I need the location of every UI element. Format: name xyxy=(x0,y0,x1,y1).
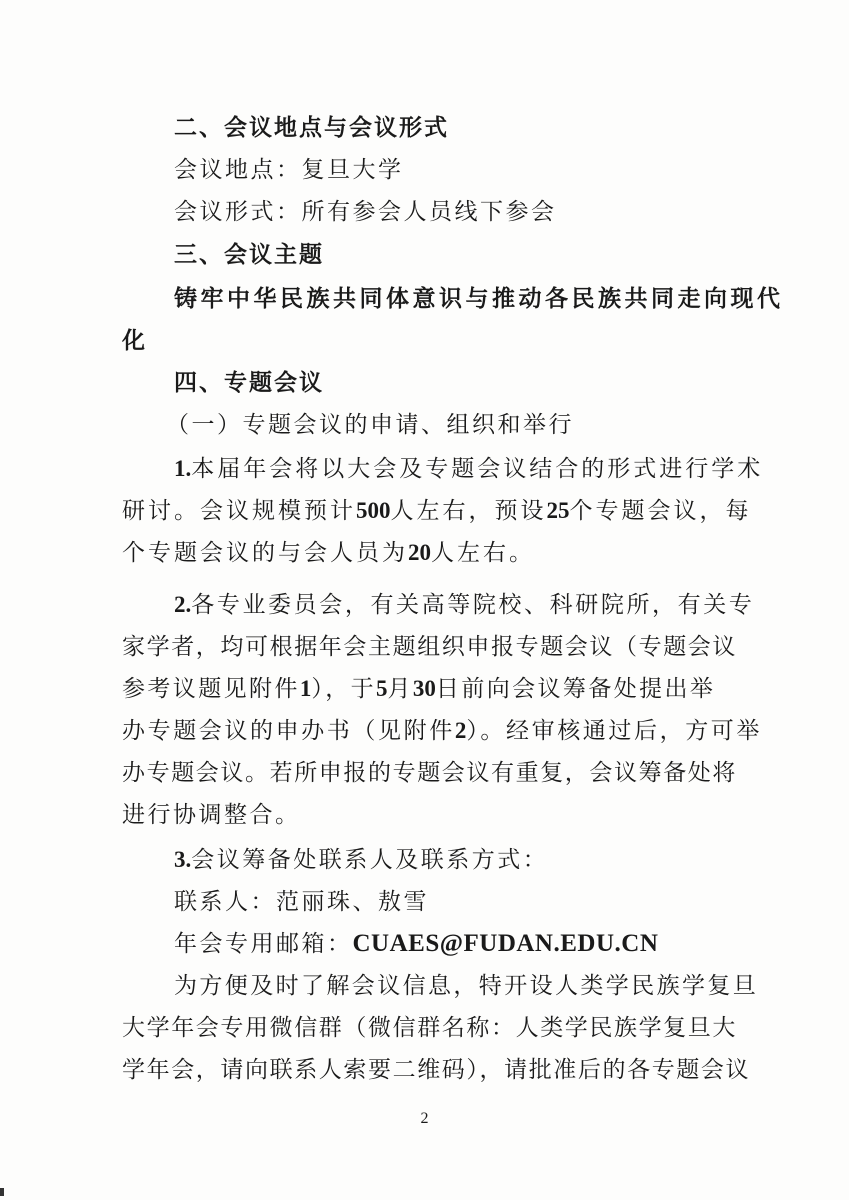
item1-number: 1. xyxy=(174,456,192,481)
item1-attendee-total: 500 xyxy=(356,498,391,523)
section-heading-sessions: 四、专题会议 xyxy=(174,370,324,396)
item3-line-1 xyxy=(174,845,548,875)
section-heading-location-format: 二、会议地点与会议形式 xyxy=(174,115,449,141)
item2-line-1 xyxy=(174,590,754,620)
section-heading-theme: 三、会议主题 xyxy=(174,242,324,268)
item1-line-2 xyxy=(122,496,752,526)
theme-text-line-1: 铸牢中华民族共同体意识与推动各民族共同走向现代 xyxy=(174,286,784,312)
wechat-line-1: 为方便及时了解会议信息，特开设人类学民族学复旦 xyxy=(174,973,759,999)
item1-line-2-b: 人左右，预设 xyxy=(390,498,547,524)
conference-email-line xyxy=(174,929,658,959)
item1-line-3 xyxy=(122,538,535,568)
item1-line-3-a: 个专题会议的与会人员为 xyxy=(122,540,408,566)
page-number: 2 xyxy=(420,1110,429,1127)
contact-persons-text: 联系人：范丽珠、敖雪 xyxy=(174,889,429,915)
item1-line-1-text: 本届年会将以大会及专题会议结合的形式进行学术 xyxy=(191,456,764,482)
item2-line-3-b: ），于 xyxy=(311,676,377,702)
item2-line-3-d: 日前向会议筹备处提出举 xyxy=(435,676,716,702)
item2-line-4-b: ）。经审核通过后，方可举 xyxy=(466,718,763,744)
theme-text-line-2: 化 xyxy=(122,328,148,354)
item2-line-1-text: 各专业委员会，有关高等院校、科研院所，有关专 xyxy=(191,592,755,618)
item2-line-2: 家学者，均可根据年会主题组织申报专题会议（专题会议 xyxy=(122,634,737,660)
scan-edge-mark xyxy=(0,1188,4,1196)
item1-session-count: 25 xyxy=(546,498,570,523)
item2-line-6: 进行协调整合。 xyxy=(122,802,301,828)
item2-line-3-c: 月 xyxy=(387,676,413,702)
item2-attachment-1: 1 xyxy=(299,676,312,701)
item2-attachment-2: 2 xyxy=(454,718,467,743)
item2-line-4 xyxy=(122,716,762,746)
item1-line-1 xyxy=(174,454,763,484)
item2-line-4-a: 办专题会议的申办书（见附件 xyxy=(122,718,455,744)
item2-number: 2. xyxy=(174,592,192,617)
email-label: 年会专用邮箱： xyxy=(174,931,353,957)
item2-deadline-month: 5 xyxy=(376,676,388,701)
item2-line-3-a: 参考议题见附件 xyxy=(122,676,300,702)
item3-number: 3. xyxy=(174,847,192,872)
item2-deadline-day: 30 xyxy=(412,676,436,701)
wechat-line-2: 大学年会专用微信群（微信群名称：人类学民族学复旦大 xyxy=(122,1015,737,1041)
item1-line-3-b: 人左右。 xyxy=(431,540,535,566)
item2-line-3 xyxy=(122,674,715,704)
item2-line-5: 办专题会议。若所申报的专题会议有重复，会议筹备处将 xyxy=(122,760,737,786)
item1-session-size: 20 xyxy=(408,540,431,565)
subheading-session-application: （一）专题会议的申请、组织和举行 xyxy=(166,412,574,438)
meeting-location-text: 会议地点：复旦大学 xyxy=(174,157,404,183)
item1-line-2-a: 研讨。会议规模预计 xyxy=(122,498,356,524)
conference-email: CUAES@FUDAN.EDU.CN xyxy=(352,930,659,957)
wechat-line-3: 学年会，请向联系人索要二维码），请批准后的各专题会议 xyxy=(122,1057,751,1083)
meeting-format-text: 会议形式：所有参会人员线下参会 xyxy=(174,199,557,225)
item1-line-2-c: 个专题会议，每 xyxy=(569,498,752,524)
item3-line-1-text: 会议筹备处联系人及联系方式： xyxy=(191,847,549,873)
